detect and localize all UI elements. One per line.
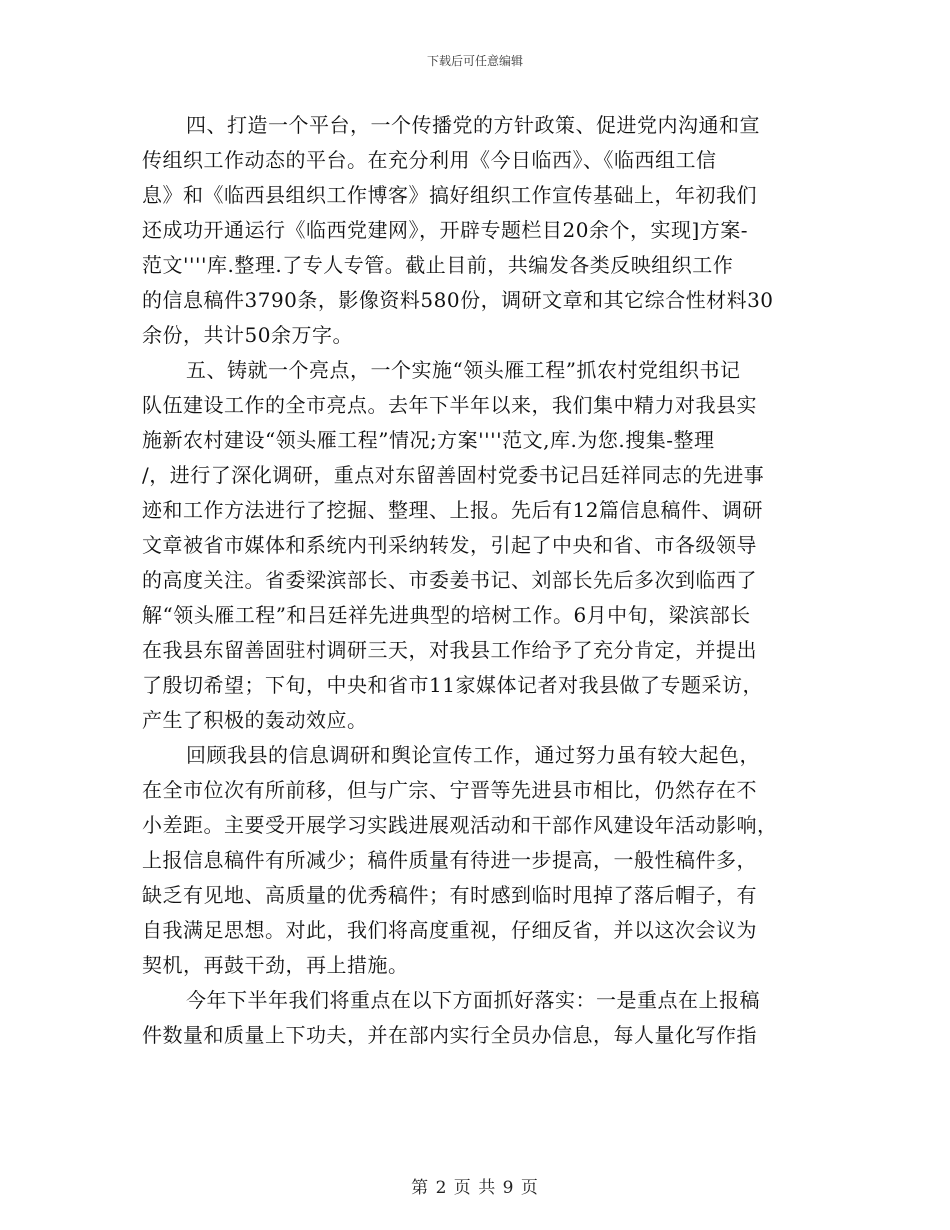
text-line: 四、打造一个平台，一个传播党的方针政策、促进党内沟通和宣 xyxy=(186,113,760,137)
text-line: 五、铸就一个亮点，一个实施“领头雁工程”抓农村党组织书记 xyxy=(186,358,741,382)
text-line: 回顾我县的信息调研和舆论宣传工作，通过努力虽有较大起色， xyxy=(186,743,760,767)
paragraph-highlight xyxy=(142,353,810,738)
text-line: 解“领头雁工程”和吕廷祥先进典型的培树工作。6月中旬，梁滨部长 xyxy=(142,603,751,627)
text-line: 余份，共计50余万字。 xyxy=(142,323,353,347)
page-number: 第 2 页 共 9 页 xyxy=(411,1178,539,1198)
text-line: 件数量和质量上下功夫，并在部内实行全员办信息，每人量化写作指 xyxy=(142,1023,757,1047)
text-line: 上报信息稿件有所减少；稿件质量有待进一步提高，一般性稿件多， xyxy=(142,848,757,872)
text-line: 文章被省市媒体和系统内刊采纳转发，引起了中央和省、市各级领导 xyxy=(142,533,757,557)
text-line: 了殷切希望；下旬，中央和省市11家媒体记者对我县做了专题采访， xyxy=(142,673,763,697)
paragraph-plan xyxy=(142,983,810,1053)
text-line: 施新农村建设“领头雁工程”情况;方案''''范文,库.为您.搜集-整理 xyxy=(142,428,715,452)
text-line: 范文''''库.整理.了专人专管。截止目前，共编发各类反映组织工作 xyxy=(142,253,734,277)
text-line: 的信息稿件3790条，影像资料580份，调研文章和其它综合性材料30 xyxy=(142,288,774,312)
document-body xyxy=(142,108,810,1053)
text-line: 在全市位次有所前移，但与广宗、宁晋等先进县市相比，仍然存在不 xyxy=(142,778,757,802)
paragraph-review xyxy=(142,738,810,983)
text-line: 小差距。主要受开展学习实践进展观活动和干部作风建设年活动影响， xyxy=(142,813,778,837)
text-line: 传组织工作动态的平台。在充分利用《今日临西》、《临西组工信 xyxy=(142,148,717,172)
paragraph-platform xyxy=(142,108,810,353)
text-line: 今年下半年我们将重点在以下方面抓好落实：一是重点在上报稿 xyxy=(186,988,760,1012)
text-line: 迹和工作方法进行了挖掘、整理、上报。先后有12篇信息稿件、调研 xyxy=(142,498,763,522)
text-line: 缺乏有见地、高质量的优秀稿件；有时感到临时甩掉了落后帽子，有 xyxy=(142,883,757,907)
text-line: /，进行了深化调研，重点对东留善固村党委书记吕廷祥同志的先进事 xyxy=(142,463,765,487)
text-line: 在我县东留善固驻村调研三天，对我县工作给予了充分肯定，并提出 xyxy=(142,638,757,662)
text-line: 产生了积极的轰动效应。 xyxy=(142,708,368,732)
text-line: 的高度关注。省委梁滨部长、市委姜书记、刘部长先后多次到临西了 xyxy=(142,568,757,592)
page-header: 下载后可任意编辑 xyxy=(426,54,523,68)
text-line: 队伍建设工作的全市亮点。去年下半年以来，我们集中精力对我县实 xyxy=(142,393,757,417)
text-line: 契机，再鼓干劲，再上措施。 xyxy=(142,953,409,977)
text-line: 自我满足思想。对此，我们将高度重视，仔细反省，并以这次会议为 xyxy=(142,918,757,942)
text-line: 还成功开通运行《临西党建网》，开辟专题栏目20余个，实现]方案- xyxy=(142,218,749,242)
text-line: 息》和《临西县组织工作博客》搞好组织工作宣传基础上，年初我们 xyxy=(142,183,757,207)
